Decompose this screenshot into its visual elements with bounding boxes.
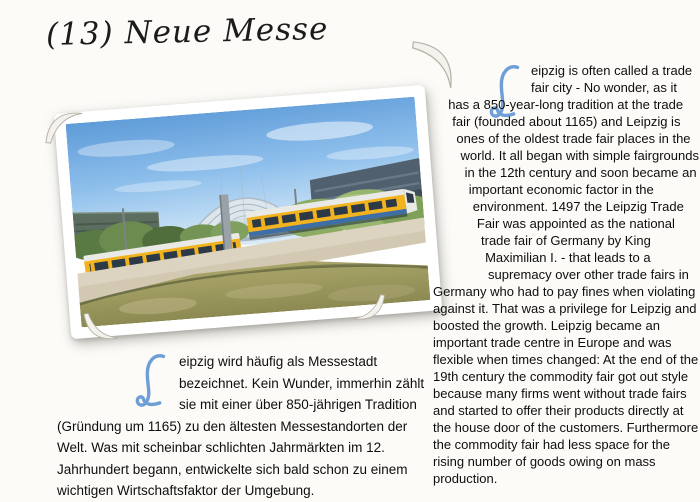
dropcap-letter-l bbox=[135, 351, 173, 395]
paragraph-english-text: eipzig is often called a trade fair city - No wonder, as it has a 850-year-long tradition at the trade fair (founded about 1165) and Leipzig is ones of the oldest trade fair places in the world. It all began with simple fairgrounds in the 12th century and soon became an important economic factor in the environment. 1497 the Leipzig Trade Fair was appointed as the national trade fair of Germany by King Maximilian I. - that leads to a supremacy over other trade fairs in Germany who had to pay fines when violating against it. That was a privilege for Leipzig and boosted the growth. Leipzig became an important trade centre in Europe and was flexible when times changed: At the end of the 19th century the commodity fair got out style because many firms went without trade fairs and started to offer their products directly at the house door of the customers. Furthermore the commodity fair had less space for the rising number of goods owing on mass production. bbox=[433, 63, 699, 486]
photo-wrap-spacer bbox=[57, 351, 135, 395]
photo-neue-messe bbox=[54, 85, 443, 339]
paragraph-german-text: eipzig wird häufig als Messestadt bezeichnet. Kein Wunder, immerhin zählt sie mit einer über 850-jährigen Tradition (Gründung um 1165) zu den ältesten Messestandorten der Welt. Was mit scheinbar schlichten Jahrmärkten im 12. Jahrhundert begann, entwickelte sich bald schon zu einem wichtigen Wirtschaftsfaktor der Umgebung. bbox=[57, 354, 425, 498]
photo-image bbox=[66, 97, 431, 328]
paragraph-english bbox=[433, 62, 700, 487]
page-title: (13) Neue Messe bbox=[45, 11, 329, 53]
dropcap-letter-l bbox=[489, 62, 527, 96]
paragraph-german bbox=[57, 351, 433, 502]
